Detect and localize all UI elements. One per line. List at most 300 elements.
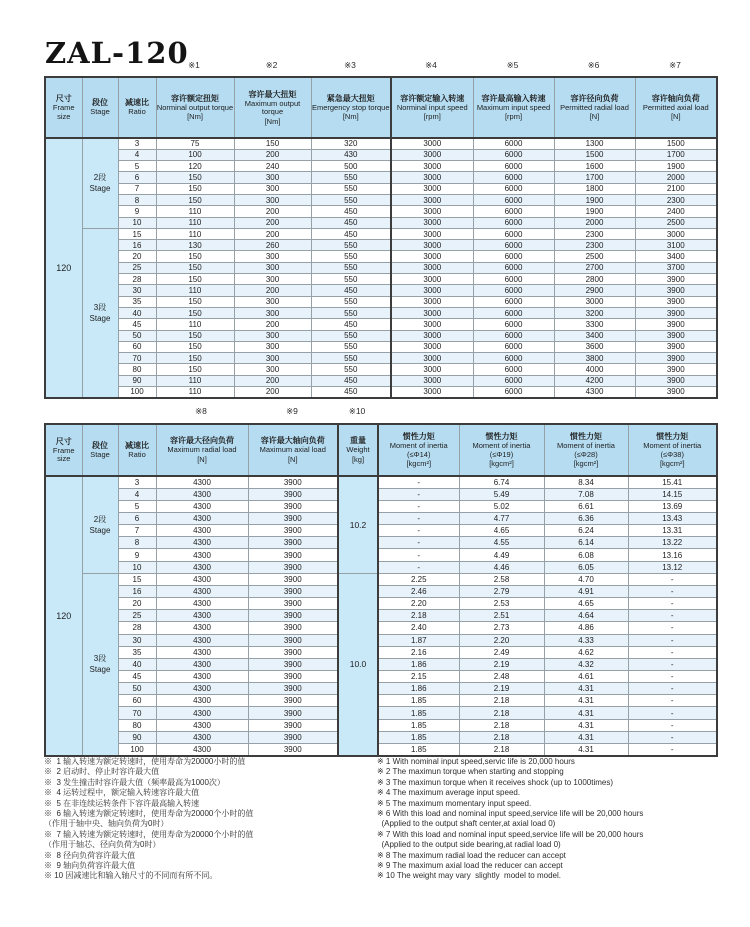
value-cell: 3900 (248, 610, 338, 622)
value-cell: 5.49 (459, 488, 544, 500)
value-cell: 200 (234, 375, 311, 386)
value-cell: 4.31 (544, 731, 628, 743)
value-cell: 4300 (156, 525, 248, 537)
header-en: Moment of inertia (389, 441, 448, 450)
table1-ref-marks (44, 60, 716, 71)
value-cell: 3900 (248, 646, 338, 658)
value-cell: 110 (156, 206, 234, 217)
footnote-line: ※ 6 With this load and nominal input speed,service life will be 20,000 hours (377, 809, 644, 819)
value-cell: - (628, 658, 717, 670)
header-en: Moment of inertia (557, 441, 615, 450)
value-cell: 4.31 (544, 695, 628, 707)
footnote-line: ※ 1 输入转速为额定转速时，使用寿命为20000小时的值 (44, 757, 246, 766)
table-row (45, 476, 717, 488)
ratio-cell: 8 (118, 537, 156, 549)
value-cell: 15.41 (628, 476, 717, 488)
stage-cell (82, 228, 118, 397)
value-cell: 3900 (635, 285, 717, 296)
value-cell: 2.73 (459, 622, 544, 634)
ratio-cell: 60 (118, 341, 156, 352)
value-cell: 550 (311, 240, 391, 251)
value-cell: 4300 (156, 598, 248, 610)
value-cell: 3000 (391, 353, 473, 364)
header-en: Moment of inertia (472, 441, 531, 450)
table-row (45, 598, 717, 610)
value-cell: 4.70 (544, 573, 628, 585)
footnote-line: ※ 8 The maximum radial load the reducer can accept (377, 850, 566, 860)
table-row (45, 561, 717, 573)
value-cell: 4.31 (544, 707, 628, 719)
value-cell: 2.18 (459, 719, 544, 731)
value-cell: 75 (156, 138, 234, 149)
value-cell: 300 (234, 183, 311, 194)
column-header (234, 77, 311, 138)
value-cell: 6.24 (544, 525, 628, 537)
ratio-cell: 80 (118, 719, 156, 731)
value-cell: 6000 (473, 262, 554, 273)
value-cell: 7.08 (544, 488, 628, 500)
value-cell: 1700 (554, 172, 635, 183)
value-cell: 150 (156, 353, 234, 364)
value-cell: 150 (156, 330, 234, 341)
value-cell: 6.36 (544, 512, 628, 524)
value-cell: 3000 (391, 161, 473, 172)
value-cell: 6000 (473, 353, 554, 364)
value-cell: 6000 (473, 274, 554, 285)
value-cell: 4.61 (544, 671, 628, 683)
value-cell: 2.58 (459, 573, 544, 585)
ref-spacer (44, 406, 155, 417)
value-cell: 3900 (635, 375, 717, 386)
table-row (45, 240, 717, 251)
value-cell: 3900 (248, 731, 338, 743)
stage-en: Stage (89, 665, 111, 675)
ref-mark (458, 406, 543, 417)
value-cell: 4300 (554, 387, 635, 398)
value-cell: 4.49 (459, 549, 544, 561)
header-en: Maximum output torque (244, 98, 301, 116)
value-cell: 6000 (473, 149, 554, 160)
ratio-cell: 28 (118, 622, 156, 634)
header-zh: 重量 (350, 436, 366, 446)
value-cell: 3000 (391, 149, 473, 160)
value-cell: 4300 (156, 549, 248, 561)
value-cell: 150 (156, 183, 234, 194)
footnote-line: ※ 6 输入转速为额定转速时，使用寿命为20000个小时的值 (44, 809, 254, 819)
value-cell: 450 (311, 387, 391, 398)
ratio-cell: 9 (118, 206, 156, 217)
value-cell: 3000 (391, 341, 473, 352)
value-cell: 2500 (635, 217, 717, 228)
ratio-cell: 7 (118, 525, 156, 537)
value-cell: 3000 (635, 228, 717, 239)
value-cell: 4.31 (544, 719, 628, 731)
header-en: Emergency stop torque (311, 102, 390, 112)
value-cell: 3000 (391, 319, 473, 330)
value-cell: 300 (234, 307, 311, 318)
header-zh: 减速比 (125, 98, 149, 108)
header-unit: [rpm] (423, 112, 441, 122)
value-cell: 550 (311, 330, 391, 341)
value-cell: 4.77 (459, 512, 544, 524)
value-cell: 4300 (156, 719, 248, 731)
value-cell: 3100 (635, 240, 717, 251)
table-row (45, 610, 717, 622)
header-zh: 容许最大扭矩 (248, 89, 297, 99)
value-cell: 6000 (473, 296, 554, 307)
footnote-line: (Applied to the output side bearing,at radial load 0) (377, 840, 561, 850)
footnote-line: ※ 5 The maximum momentary input speed. (377, 798, 532, 808)
value-cell: 150 (156, 251, 234, 262)
value-cell: 300 (234, 262, 311, 273)
value-cell: 4.31 (544, 683, 628, 695)
value-cell: 130 (156, 240, 234, 251)
value-cell: 450 (311, 319, 391, 330)
value-cell: 3900 (248, 622, 338, 634)
footnote-line: ※ 7 输入转速为额定转速时，使用寿命为20000个小时的值 (44, 829, 254, 839)
value-cell: 300 (234, 341, 311, 352)
table-row (45, 525, 717, 537)
value-cell: 2.51 (459, 610, 544, 622)
table-row (45, 206, 717, 217)
table-row (45, 658, 717, 670)
value-cell: - (628, 573, 717, 585)
value-cell: 5.02 (459, 500, 544, 512)
value-cell: 2.18 (459, 707, 544, 719)
ratio-cell: 15 (118, 573, 156, 585)
value-cell: 550 (311, 262, 391, 273)
value-cell: 3000 (391, 364, 473, 375)
value-cell: 4300 (156, 500, 248, 512)
value-cell: 4.91 (544, 585, 628, 597)
table-row (45, 707, 717, 719)
value-cell: 550 (311, 274, 391, 285)
value-cell: - (628, 707, 717, 719)
stage-zh: 2段 (93, 514, 107, 524)
value-cell: 150 (234, 138, 311, 149)
value-cell: 550 (311, 183, 391, 194)
value-cell: 4300 (156, 561, 248, 573)
value-cell: 430 (311, 149, 391, 160)
ratio-cell: 10 (118, 217, 156, 228)
value-cell: 3900 (248, 658, 338, 670)
value-cell: 1800 (554, 183, 635, 194)
header-en: Frame size (52, 445, 75, 463)
value-cell: 4.31 (544, 743, 628, 755)
ratio-cell: 25 (118, 610, 156, 622)
value-cell: 4300 (156, 585, 248, 597)
header-en: Norminal input speed (396, 102, 468, 112)
header-en: Permitted radial load (560, 102, 629, 112)
value-cell: 2300 (635, 194, 717, 205)
value-cell: 200 (234, 217, 311, 228)
value-cell: 1.85 (378, 719, 459, 731)
header-zh: 惯性力矩 (402, 432, 435, 441)
value-cell: 6000 (473, 228, 554, 239)
table-row (45, 683, 717, 695)
stage-en: Stage (89, 525, 111, 535)
ratio-cell: 40 (118, 307, 156, 318)
value-cell: 4300 (156, 658, 248, 670)
ratio-cell: 70 (118, 353, 156, 364)
footnotes-chinese (44, 757, 376, 882)
value-cell: 4.46 (459, 561, 544, 573)
value-cell: 2.19 (459, 683, 544, 695)
header-unit: [kgcm²] (406, 459, 432, 468)
footnote-line: ※ 7 With this load and nominal input speed,service life will be 20,000 hours (377, 829, 644, 839)
header-zh: 惯性力矩 (485, 432, 518, 441)
footnote-line: ※ 10 因减速比和输入轴尺寸的不同而有所不同。 (44, 871, 218, 881)
value-cell: 2300 (554, 240, 635, 251)
value-cell: 2500 (554, 251, 635, 262)
value-cell: - (378, 500, 459, 512)
value-cell: 1.86 (378, 658, 459, 670)
value-cell: 3900 (248, 573, 338, 585)
footnote-line: ※ 2 The maximun torque when starting and stopping (377, 767, 564, 777)
header-unit: [N] (287, 454, 298, 464)
table-row (45, 217, 717, 228)
table-row (45, 488, 717, 500)
value-cell: 4300 (156, 610, 248, 622)
value-cell: 150 (156, 307, 234, 318)
column-header (45, 424, 82, 476)
value-cell: 3000 (391, 387, 473, 398)
header-zh: 容许额定输入转速 (400, 93, 465, 103)
value-cell: 3700 (635, 262, 717, 273)
ref-mark (377, 406, 458, 417)
value-cell: 2.79 (459, 585, 544, 597)
ratio-cell: 16 (118, 240, 156, 251)
value-cell: 110 (156, 319, 234, 330)
value-cell: 300 (234, 194, 311, 205)
value-cell: 2800 (554, 274, 635, 285)
value-cell: 3000 (391, 172, 473, 183)
table-row (45, 285, 717, 296)
value-cell: 6000 (473, 161, 554, 172)
stage-zh: 2段 (93, 173, 107, 183)
value-cell: 13.31 (628, 525, 717, 537)
value-cell: 3000 (391, 183, 473, 194)
value-cell: 6.05 (544, 561, 628, 573)
footnote-line: ※ 1 With nominal input speed,servic life is 20,000 hours (377, 757, 575, 766)
value-cell: 4300 (156, 476, 248, 488)
header-sub: (≤Φ38) (660, 449, 684, 459)
value-cell: 300 (234, 330, 311, 341)
value-cell: - (628, 585, 717, 597)
header-zh: 容许额定扭矩 (171, 93, 219, 103)
value-cell: 4.64 (544, 610, 628, 622)
value-cell: 100 (156, 149, 234, 160)
footnote-line: （作用于轴芯、径向负荷为0时） (44, 840, 161, 850)
column-header (311, 77, 391, 138)
stage-zh: 3段 (93, 302, 107, 312)
ratio-cell: 80 (118, 364, 156, 375)
value-cell: 2.18 (459, 731, 544, 743)
value-cell: 2700 (554, 262, 635, 273)
stage-en: Stage (89, 184, 111, 194)
value-cell: 2.20 (459, 634, 544, 646)
value-cell: 6.08 (544, 549, 628, 561)
value-cell: 6000 (473, 240, 554, 251)
footnote-line: ※ 2 启动时、停止时容许最大值 (44, 767, 160, 777)
ratio-cell: 4 (118, 149, 156, 160)
value-cell: 1.85 (378, 743, 459, 755)
value-cell: 300 (234, 172, 311, 183)
value-cell: 3000 (391, 330, 473, 341)
value-cell: 2.20 (378, 598, 459, 610)
ratio-cell: 30 (118, 285, 156, 296)
value-cell: 450 (311, 375, 391, 386)
value-cell: 200 (234, 149, 311, 160)
value-cell: 3000 (391, 206, 473, 217)
table-row (45, 353, 717, 364)
value-cell: - (628, 598, 717, 610)
value-cell: 14.15 (628, 488, 717, 500)
value-cell: - (378, 561, 459, 573)
ratio-cell: 5 (118, 500, 156, 512)
value-cell: 2.16 (378, 646, 459, 658)
value-cell: 4300 (156, 634, 248, 646)
value-cell: 550 (311, 364, 391, 375)
value-cell: 240 (234, 161, 311, 172)
value-cell: - (378, 476, 459, 488)
footnote-line: (Applied to the output shaft center,at axial load 0) (377, 819, 556, 829)
value-cell: 1.86 (378, 683, 459, 695)
value-cell: 3900 (248, 500, 338, 512)
value-cell: 6000 (473, 251, 554, 262)
value-cell: 4300 (156, 512, 248, 524)
value-cell: 300 (234, 364, 311, 375)
ref-spacer (44, 60, 155, 71)
value-cell: 4300 (156, 646, 248, 658)
value-cell: 300 (234, 296, 311, 307)
value-cell: 550 (311, 251, 391, 262)
value-cell: 3900 (248, 561, 338, 573)
table-row (45, 375, 717, 386)
value-cell: 3600 (554, 341, 635, 352)
value-cell: 2100 (635, 183, 717, 194)
value-cell: 4.86 (544, 622, 628, 634)
weight-cell: 10.2 (338, 476, 378, 573)
value-cell: - (628, 634, 717, 646)
value-cell: 2.18 (378, 610, 459, 622)
value-cell: 200 (234, 206, 311, 217)
table2-ref-marks (44, 406, 716, 417)
table-row (45, 743, 717, 755)
header-en: Frame size (52, 103, 75, 121)
header-en: Ratio (128, 449, 146, 459)
table-row (45, 364, 717, 375)
value-cell: 150 (156, 341, 234, 352)
header-unit: [kgcm²] (659, 459, 685, 468)
value-cell: 2.48 (459, 671, 544, 683)
value-cell: 2.15 (378, 671, 459, 683)
table-row (45, 262, 717, 273)
ratio-cell: 8 (118, 194, 156, 205)
value-cell: 300 (234, 274, 311, 285)
table-row (45, 228, 717, 239)
ratio-cell: 4 (118, 488, 156, 500)
value-cell: 3900 (635, 341, 717, 352)
table-row (45, 646, 717, 658)
table-row (45, 251, 717, 262)
value-cell: 4.55 (459, 537, 544, 549)
value-cell: 3000 (391, 138, 473, 149)
header-unit: [N] (197, 454, 207, 464)
value-cell: 3900 (248, 476, 338, 488)
value-cell: 2.25 (378, 573, 459, 585)
table-row (45, 319, 717, 330)
value-cell: 6.74 (459, 476, 544, 488)
column-header (338, 424, 378, 476)
table-row (45, 573, 717, 585)
value-cell: 3900 (635, 274, 717, 285)
value-cell: - (628, 622, 717, 634)
header-zh: 尺寸 (55, 94, 72, 103)
value-cell: 4300 (156, 537, 248, 549)
column-header (156, 77, 234, 138)
value-cell: 150 (156, 172, 234, 183)
value-cell: 3900 (248, 598, 338, 610)
value-cell: 3200 (554, 307, 635, 318)
table-row (45, 549, 717, 561)
header-en: Stage (90, 107, 110, 117)
ref-mark: ※7 (669, 60, 681, 70)
footnotes-english (377, 757, 732, 882)
value-cell: 3000 (391, 251, 473, 262)
value-cell: 200 (234, 319, 311, 330)
value-cell: 4300 (156, 488, 248, 500)
value-cell: 2300 (554, 228, 635, 239)
table-row (45, 149, 717, 160)
column-header (459, 424, 544, 476)
table-row (45, 296, 717, 307)
header-sub: (≤Φ28) (574, 449, 598, 459)
header-unit: [kgcm²] (489, 459, 514, 468)
value-cell: 3300 (554, 319, 635, 330)
header-zh: 段位 (92, 98, 108, 108)
value-cell: 320 (311, 138, 391, 149)
value-cell: 550 (311, 172, 391, 183)
value-cell: 110 (156, 228, 234, 239)
value-cell: 4.33 (544, 634, 628, 646)
column-header (82, 77, 118, 138)
footnote-line: ※ 5 在非连续运转条件下容许最高输入转速 (44, 798, 200, 808)
value-cell: 6000 (473, 138, 554, 149)
ratio-cell: 16 (118, 585, 156, 597)
value-cell: 2.19 (459, 658, 544, 670)
value-cell: 13.22 (628, 537, 717, 549)
table-row (45, 274, 717, 285)
stage-cell (82, 573, 118, 755)
header-zh: 容许轴向负荷 (651, 93, 700, 103)
header-unit: [Nm] (264, 116, 281, 126)
value-cell: 550 (311, 353, 391, 364)
ratio-cell: 60 (118, 695, 156, 707)
value-cell: 13.12 (628, 561, 717, 573)
value-cell: 3900 (635, 353, 717, 364)
value-cell: 3900 (248, 488, 338, 500)
header-en: Weight (346, 445, 370, 455)
table-row (45, 537, 717, 549)
column-header (378, 424, 459, 476)
header-zh: 容许径向负荷 (570, 93, 619, 103)
value-cell: 200 (234, 387, 311, 398)
value-cell: 2000 (554, 217, 635, 228)
header-unit: [Nm] (342, 112, 359, 122)
ref-mark: ※10 (348, 406, 366, 416)
value-cell: - (378, 525, 459, 537)
